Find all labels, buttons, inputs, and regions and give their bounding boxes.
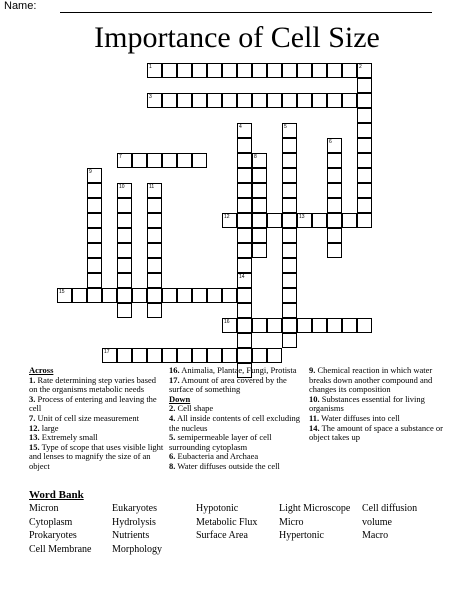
crossword-cell[interactable]: [252, 348, 267, 363]
crossword-cell[interactable]: [237, 243, 252, 258]
crossword-cell[interactable]: [132, 348, 147, 363]
crossword-cell[interactable]: [282, 318, 297, 333]
crossword-cell[interactable]: [87, 183, 102, 198]
crossword-cell[interactable]: [237, 138, 252, 153]
crossword-cell[interactable]: [237, 63, 252, 78]
crossword-cell[interactable]: [327, 228, 342, 243]
crossword-cell[interactable]: [297, 318, 312, 333]
crossword-cell[interactable]: [102, 288, 117, 303]
crossword-cell[interactable]: [312, 318, 327, 333]
clue-number: 6: [329, 139, 332, 145]
word-bank-item: Surface Area: [196, 530, 248, 541]
word-bank-item: Nutrients: [112, 530, 150, 541]
crossword-cell[interactable]: [312, 93, 327, 108]
crossword-cell[interactable]: [327, 243, 342, 258]
clue-number: 3: [149, 94, 152, 100]
crossword-cell[interactable]: [252, 198, 267, 213]
crossword-cell[interactable]: [237, 93, 252, 108]
crossword-cell[interactable]: [162, 93, 177, 108]
crossword-cell[interactable]: [87, 258, 102, 273]
crossword-cell[interactable]: [87, 228, 102, 243]
crossword-cell[interactable]: [327, 213, 342, 228]
crossword-cell[interactable]: [192, 348, 207, 363]
crossword-cell[interactable]: [192, 93, 207, 108]
word-bank-item: Cell Membrane: [29, 543, 92, 555]
crossword-cell[interactable]: [177, 153, 192, 168]
clue-number: 1: [149, 64, 152, 70]
crossword-cell[interactable]: [147, 288, 162, 303]
clue-number: 15: [59, 289, 65, 295]
crossword-cell[interactable]: [237, 348, 252, 363]
clue-down: 14. The amount of space a substance or object takes up: [309, 422, 443, 443]
word-bank-item: Morphology: [112, 543, 162, 555]
crossword-cell[interactable]: [267, 348, 282, 363]
word-bank-column: [29, 502, 91, 556]
crossword-cell[interactable]: [342, 318, 357, 333]
crossword-cell[interactable]: [252, 228, 267, 243]
clue-column-3: [309, 366, 449, 443]
crossword-cell[interactable]: [282, 138, 297, 153]
crossword-cell[interactable]: [117, 348, 132, 363]
crossword-cell[interactable]: [237, 153, 252, 168]
crossword-cell[interactable]: [282, 273, 297, 288]
crossword-cell[interactable]: [132, 153, 147, 168]
crossword-cell[interactable]: [117, 303, 132, 318]
crossword-cell[interactable]: [87, 198, 102, 213]
crossword-cell[interactable]: [267, 318, 282, 333]
crossword-cell[interactable]: [282, 183, 297, 198]
crossword-cell[interactable]: [117, 243, 132, 258]
clue-number: 7: [119, 154, 122, 160]
crossword-cell[interactable]: [327, 318, 342, 333]
clue-number: 2: [359, 64, 362, 70]
crossword-cell[interactable]: [237, 168, 252, 183]
crossword-cell[interactable]: [207, 348, 222, 363]
clue-number: 10: [119, 184, 125, 190]
crossword-cell[interactable]: [237, 318, 252, 333]
crossword-cell[interactable]: [162, 348, 177, 363]
word-bank-item: volume: [362, 516, 392, 528]
clue-number: 4: [239, 124, 242, 130]
crossword-cell[interactable]: [342, 213, 357, 228]
clue-across: 1. Rate determining step varies based on the organisms metabolic needs: [29, 374, 156, 395]
down-header: Down: [169, 393, 191, 404]
crossword-cell[interactable]: [237, 303, 252, 318]
crossword-cell[interactable]: [252, 93, 267, 108]
clue-across: 16. Animalia, Plantae, Fungi, Protista: [169, 365, 297, 375]
crossword-cell[interactable]: [207, 63, 222, 78]
clue-number: 5: [284, 124, 287, 130]
crossword-cell[interactable]: [192, 288, 207, 303]
clue-down: 9. Chemical reaction in which water breaks down another compound and changes its composition: [309, 365, 433, 395]
crossword-cell[interactable]: [327, 198, 342, 213]
crossword-cell[interactable]: [252, 168, 267, 183]
clue-across: 13. Extremely small: [29, 432, 98, 443]
crossword-cell[interactable]: [357, 168, 372, 183]
crossword-cell[interactable]: [192, 63, 207, 78]
crossword-cell[interactable]: [297, 93, 312, 108]
clue-number: 12: [224, 214, 230, 220]
clue-number: 13: [299, 214, 305, 220]
across-header: Across: [29, 365, 54, 375]
clue-down: 5. semipermeable layer of cell surrounding cytoplasm: [169, 432, 272, 452]
crossword-cell[interactable]: [282, 153, 297, 168]
word-bank-item: Cell diffusion: [362, 503, 418, 514]
crossword-cell[interactable]: [357, 183, 372, 198]
crossword-cell[interactable]: [357, 108, 372, 123]
crossword-cell[interactable]: [282, 258, 297, 273]
crossword-cell[interactable]: [327, 183, 342, 198]
crossword-cell[interactable]: [87, 288, 102, 303]
crossword-cell[interactable]: [312, 213, 327, 228]
crossword-cell[interactable]: [237, 333, 252, 348]
name-label: Name:: [4, 0, 37, 12]
crossword-cell[interactable]: [282, 93, 297, 108]
crossword-cell[interactable]: [192, 153, 207, 168]
crossword-cell[interactable]: [327, 153, 342, 168]
crossword-cell[interactable]: [162, 288, 177, 303]
crossword-cell[interactable]: [357, 78, 372, 93]
crossword-cell[interactable]: [282, 213, 297, 228]
crossword-cell[interactable]: [327, 168, 342, 183]
clue-across: 17. Amount of area covered by the surface of something: [169, 374, 287, 395]
crossword-cell[interactable]: [222, 63, 237, 78]
crossword-cell[interactable]: [117, 213, 132, 228]
crossword-cell[interactable]: [117, 288, 132, 303]
word-bank-item: Metabolic Flux: [196, 516, 258, 528]
crossword-cell[interactable]: [177, 93, 192, 108]
crossword-cell[interactable]: [282, 168, 297, 183]
word-bank-item: Cytoplasm: [29, 516, 73, 528]
clue-column-2: [169, 366, 302, 472]
word-bank-item: Eukaryotes: [112, 503, 157, 514]
word-bank-column: [196, 502, 257, 543]
crossword-cell[interactable]: [237, 198, 252, 213]
crossword-cell[interactable]: [207, 93, 222, 108]
crossword-cell[interactable]: [312, 63, 327, 78]
word-bank-item: Micron: [29, 503, 59, 514]
crossword-cell[interactable]: [177, 63, 192, 78]
crossword-cell[interactable]: [342, 93, 357, 108]
crossword-cell[interactable]: [252, 63, 267, 78]
crossword-cell[interactable]: [357, 198, 372, 213]
word-bank-item: Micro: [279, 516, 304, 528]
crossword-cell[interactable]: [222, 288, 237, 303]
crossword-cell[interactable]: [267, 213, 282, 228]
word-bank-item: Hypotonic: [196, 503, 239, 514]
crossword-cell[interactable]: [327, 93, 342, 108]
crossword-cell[interactable]: [357, 138, 372, 153]
crossword-cell[interactable]: [207, 288, 222, 303]
crossword-cell[interactable]: [342, 63, 357, 78]
word-bank-item: Hydrolysis: [112, 516, 156, 528]
crossword-cell[interactable]: [237, 288, 252, 303]
word-bank-column: [362, 502, 417, 543]
crossword-cell[interactable]: [87, 213, 102, 228]
crossword-cell[interactable]: [357, 93, 372, 108]
crossword-cell[interactable]: [237, 228, 252, 243]
word-bank-column: [112, 502, 162, 556]
clue-down: 11. Water diffuses into cell: [309, 412, 400, 423]
crossword-cell[interactable]: [132, 288, 147, 303]
word-bank-column: [279, 502, 350, 543]
clue-number: 11: [149, 184, 155, 190]
clue-down: 4. All inside contents of cell excluding the nucleus: [169, 412, 301, 433]
word-bank-item: Prokaryotes: [29, 530, 77, 541]
clue-across: 7. Unit of cell size measurement: [29, 412, 139, 423]
crossword-cell[interactable]: [147, 348, 162, 363]
word-bank-item: Hypertonic: [279, 530, 324, 541]
crossword-cell[interactable]: [87, 273, 102, 288]
crossword-cell[interactable]: [162, 63, 177, 78]
crossword-cell[interactable]: [147, 228, 162, 243]
crossword-cell[interactable]: [252, 243, 267, 258]
crossword-cell[interactable]: [177, 288, 192, 303]
page-title: Importance of Cell Size: [94, 21, 380, 54]
crossword-cell[interactable]: [222, 93, 237, 108]
clue-down: 6. Eubacteria and Archaea: [169, 451, 259, 462]
crossword-cell[interactable]: [267, 63, 282, 78]
word-bank-item: Light Microscope: [279, 503, 351, 514]
crossword-cell[interactable]: [282, 228, 297, 243]
crossword-cell[interactable]: [222, 348, 237, 363]
crossword-cell[interactable]: [282, 288, 297, 303]
crossword-cell[interactable]: [267, 93, 282, 108]
crossword-cell[interactable]: [117, 228, 132, 243]
crossword-cell[interactable]: [147, 273, 162, 288]
crossword-cell[interactable]: [282, 198, 297, 213]
crossword-cell[interactable]: [357, 123, 372, 138]
crossword-cell[interactable]: [177, 348, 192, 363]
clue-down: 8. Water diffuses outside the cell: [169, 460, 280, 471]
crossword-cell[interactable]: [282, 303, 297, 318]
crossword-cell[interactable]: [147, 303, 162, 318]
crossword-cell[interactable]: [297, 63, 312, 78]
crossword-cell[interactable]: [117, 273, 132, 288]
crossword-cell[interactable]: [357, 318, 372, 333]
crossword-cell[interactable]: [327, 63, 342, 78]
crossword-cell[interactable]: [282, 243, 297, 258]
clue-across: 12. large: [29, 422, 59, 433]
clue-down: 2. Cell shape: [169, 403, 214, 414]
crossword-cell[interactable]: [282, 333, 297, 348]
crossword-cell[interactable]: [357, 153, 372, 168]
clue-number: 16: [224, 319, 230, 325]
crossword-cell[interactable]: [87, 243, 102, 258]
crossword-cell[interactable]: [147, 153, 162, 168]
crossword-cell[interactable]: [147, 243, 162, 258]
clue-across: 15. Type of scope that uses visible light and lenses to magnify the size of an object: [29, 441, 164, 471]
crossword-cell[interactable]: [237, 213, 252, 228]
clue-across: 3. Process of entering and leaving the cell: [29, 393, 157, 414]
crossword-cell[interactable]: [252, 183, 267, 198]
crossword-cell[interactable]: [72, 288, 87, 303]
word-bank-title: Word Bank: [29, 489, 84, 501]
clue-down: 10. Substances essential for living organisms: [309, 393, 425, 414]
clue-column-1: [29, 366, 164, 472]
crossword-cell[interactable]: [282, 63, 297, 78]
crossword-cell[interactable]: [117, 258, 132, 273]
word-bank-item: Macro: [362, 530, 389, 541]
crossword-cell[interactable]: [357, 213, 372, 228]
crossword-cell[interactable]: [162, 153, 177, 168]
clue-number: 8: [254, 154, 257, 160]
clue-number: 9: [89, 169, 92, 175]
crossword-cell[interactable]: [147, 258, 162, 273]
crossword-cell[interactable]: [237, 183, 252, 198]
clue-number: 17: [104, 349, 110, 355]
crossword-cell[interactable]: [147, 213, 162, 228]
clue-number: 14: [239, 274, 245, 280]
crossword-cell[interactable]: [117, 198, 132, 213]
crossword-cell[interactable]: [147, 198, 162, 213]
crossword-cell[interactable]: [237, 258, 252, 273]
crossword-cell[interactable]: [252, 213, 267, 228]
crossword-cell[interactable]: [252, 318, 267, 333]
